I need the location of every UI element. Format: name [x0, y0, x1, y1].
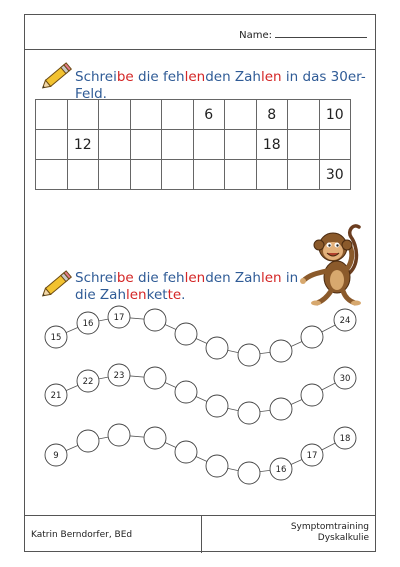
- instruction-text: die feh: [133, 270, 185, 286]
- chain-bead-number: 18: [339, 434, 351, 444]
- chain-bead-blank[interactable]: [238, 344, 260, 366]
- chain-bead-blank[interactable]: [206, 337, 228, 359]
- highlight-syllable: len: [126, 287, 147, 303]
- grid-cell-given: 30: [319, 160, 351, 190]
- chain-bead-blank[interactable]: [238, 462, 260, 484]
- chain-bead-blank[interactable]: [144, 427, 166, 449]
- chain-bead-number: 23: [113, 371, 125, 381]
- footer-divider: [25, 515, 375, 516]
- grid-cell-given: 18: [256, 130, 288, 160]
- grid-cell-given: 10: [319, 100, 351, 130]
- highlight-syllable: be: [116, 270, 134, 286]
- chain-bead-number: 9: [53, 451, 59, 461]
- chain-bead-blank[interactable]: [206, 395, 228, 417]
- chain-bead-number: 17: [306, 451, 318, 461]
- instruction-text: die feh: [133, 69, 185, 85]
- footer-title-line1: Symptomtraining: [290, 522, 369, 532]
- chain-bead-blank[interactable]: [301, 384, 323, 406]
- highlight-syllable: te: [167, 287, 182, 303]
- chain-bead-blank[interactable]: [175, 323, 197, 345]
- instruction-text: den Zah: [205, 69, 261, 85]
- footer-separator: [201, 515, 202, 553]
- instruction-text: ket: [146, 287, 168, 303]
- number-chains: [25, 15, 377, 485]
- grid-cell-given: 6: [193, 100, 225, 130]
- chain-bead-blank[interactable]: [270, 398, 292, 420]
- chain-bead-number: 30: [339, 374, 351, 384]
- highlight-syllable: len: [184, 69, 206, 85]
- chain-bead-number: 16: [82, 319, 94, 329]
- chain-bead-blank[interactable]: [144, 309, 166, 331]
- chain-bead-number: 16: [275, 465, 287, 475]
- highlight-syllable: len: [261, 69, 282, 85]
- footer-author: Katrin Berndorfer, BEd: [31, 530, 133, 540]
- highlight-syllable: len: [184, 270, 206, 286]
- chain-bead-number: 21: [50, 391, 62, 401]
- chain-bead-blank[interactable]: [144, 367, 166, 389]
- instruction-text: in das 30er-Feld.: [75, 69, 366, 102]
- footer-title-line2: Dyskalkulie: [317, 533, 369, 543]
- footer-title: [291, 522, 369, 544]
- chain-bead-blank[interactable]: [77, 430, 99, 452]
- instruction-text: .: [181, 287, 186, 303]
- instruction-text: die Zah: [75, 287, 126, 303]
- chain-bead-blank[interactable]: [206, 455, 228, 477]
- chain-bead-blank[interactable]: [108, 424, 130, 446]
- grid-cell-given: 8: [256, 100, 288, 130]
- instruction-text: Schrei: [75, 69, 117, 85]
- instruction-text: den Zah: [205, 270, 261, 286]
- chain-bead-blank[interactable]: [238, 402, 260, 424]
- highlight-syllable: be: [116, 69, 134, 85]
- instruction-text: Schrei: [75, 270, 117, 286]
- chain-bead-blank[interactable]: [270, 340, 292, 362]
- chain-bead-number: 17: [113, 313, 125, 323]
- chain-bead-blank[interactable]: [301, 326, 323, 348]
- worksheet: [24, 14, 376, 552]
- chain-bead-number: 24: [339, 316, 351, 326]
- instruction-text: in: [281, 270, 299, 286]
- name-label: Name:: [239, 30, 272, 41]
- chain-bead-number: 15: [50, 333, 62, 343]
- chain-bead-blank[interactable]: [175, 441, 197, 463]
- highlight-syllable: len: [261, 270, 282, 286]
- chain-bead-number: 22: [82, 377, 94, 387]
- chain-bead-blank[interactable]: [175, 381, 197, 403]
- grid-cell-given: 12: [67, 130, 99, 160]
